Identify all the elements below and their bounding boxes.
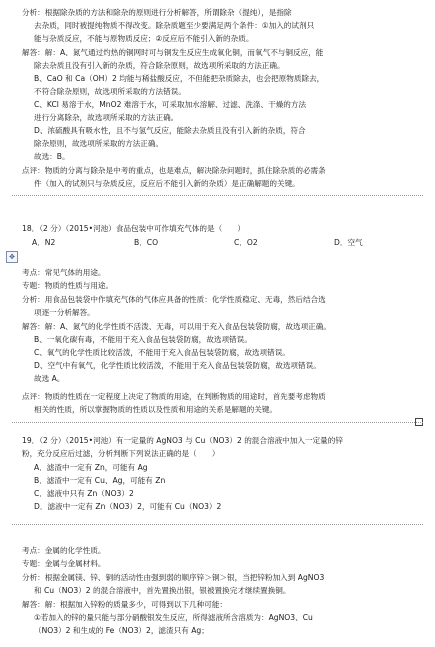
q17-solution-line: B、CaO 和 Ca（OH）2 均能与稀盐酸反应，不但能把杂质除去，也会把原物质除去， (34, 74, 325, 83)
q19-stem-line: 粉，充分反应后过滤，分析判断下列说法正确的是（ ） (22, 449, 220, 458)
q17-solution-line: 故选：B。 (34, 152, 70, 161)
q18-option-c: C．O2 (234, 238, 258, 247)
q18-kaodian: 考点：常见气体的用途。 (22, 268, 106, 277)
q18-zhuanti: 专题：物质的性质与用途。 (22, 281, 114, 290)
q18-options (22, 236, 423, 249)
section-divider (12, 195, 423, 196)
section-divider (12, 422, 423, 423)
q19-option-c: C．滤液中只有 Zn（NO3）2 (34, 489, 134, 498)
q17-comment-line: 点评：物质的分离与除杂是中考的重点，也是难点，解决除杂问题时，抓住除杂质的必需条 (22, 166, 326, 175)
section-divider (12, 524, 423, 525)
q18-analysis-line: 分析：用食品包装袋中作填充气体的气体应具备的性质：化学性质稳定、无毒，然后结合选 (22, 295, 326, 304)
q18-solution-line: C、氧气的化学性质比较活泼，不能用于充入食品包装袋防腐，故选项错误。 (34, 348, 290, 357)
q17-analysis-line: 分析：根据除杂质的方法和除杂的原则进行分析解答，所谓除杂（提纯），是指除 (22, 8, 292, 17)
q17-solution-line: C、KCl 易溶于水，MnO2 难溶于水，可采取加水溶解、过滤、洗涤、干燥的方法 (34, 100, 307, 109)
move-anchor-icon[interactable]: ✥ (6, 251, 18, 263)
q18-stem: 18．（2 分）（2015•河池）食品包装中可作填充气体的是（ ） (22, 224, 245, 233)
q19-solution-line: ①若加入的锌的量只能与部分硝酸银发生反应，所得滤液所含溶质为：AgNO3、Cu (34, 613, 313, 622)
q19-option-a: A．滤渣中一定有 Zn，可能有 Ag (34, 463, 148, 472)
q17-solution-line: 不符合除杂原则，故选项所采取的方法错误。 (34, 87, 186, 96)
q18-solution-line: B、一氧化碳有毒，不能用于充入食品包装袋防腐，故选项错误。 (34, 335, 252, 344)
q19-solution-line: 解答：解：根据加入锌粉的质量多少，可得到以下几种可能： (22, 600, 228, 609)
q18-comment-line: 点评：物质的性质在一定程度上决定了物质的用途，在判断物质的用途时，首先要考虑物质 (22, 392, 326, 401)
q18-analysis-line: 项逐一分析解答。 (34, 308, 95, 317)
q19-zhuanti: 专题：金属与金属材料。 (22, 559, 106, 568)
q17-solution-line: 解答：解：A、氮气通过灼热的铜网时可与铜发生反应生成氧化铜，而氧气不与铜反应，能 (22, 48, 324, 57)
q17-solution-line: 除杂原则，故选项所采取的方法正确。 (34, 139, 164, 148)
q18-option-a: A．N2 (32, 238, 56, 247)
q18-comment-line: 相关的性质，所以掌握物质的性质以及性质和用途的关系是解题的关键。 (34, 405, 277, 414)
q17-comment-line: 件（加入的试剂只与杂质反应，反应后不能引入新的杂质）是正确解题的关键。 (34, 179, 300, 188)
q18-solution-line: D、空气中有氧气，化学性质比较活泼，不能用于充入食品包装袋防腐，故选项错误。 (34, 361, 321, 370)
q19-analysis-line: 分析：根据金属镁、锌、铜的活动性由强到弱的顺序锌＞铜＞银，当把锌粉加入到 AgNO3 (22, 573, 325, 582)
q18-option-d: D．空气 (334, 238, 363, 247)
q19-option-b: B．滤渣中一定有 Cu、Ag，可能有 Zn (34, 476, 166, 485)
q17-analysis-line: 能与杂质反应，不能与原物质反应；②反应后不能引入新的杂质。 (34, 34, 254, 43)
q19-kaodian: 考点：金属的化学性质。 (22, 546, 106, 555)
q19-stem-line: 19．（2 分）（2015•河池）有一定量的 AgNO3 与 Cu（NO3）2 的混合溶液中加入一定量的锌 (22, 436, 343, 445)
q18-option-b: B．CO (134, 238, 159, 247)
q19-solution-line: （NO3）2 和生成的 Fe（NO3）2，滤渣只有 Ag； (34, 626, 209, 635)
q18-solution-line: 故选 A。 (34, 374, 65, 383)
q18-solution-line: 解答：解：A、氮气的化学性质不活泼、无毒，可以用于充入食品包装袋防腐，故选项正确。 (22, 322, 331, 331)
q17-analysis-line: 去杂质，同时被提纯物质不得改变。除杂质题至少要满足两个条件：①加入的试剂只 (34, 21, 315, 30)
q19-analysis-line: 和 Cu（NO3）2 的混合溶液中，首先置换出银，银被置换完才继续置换铜。 (34, 586, 291, 595)
q17-solution-line: 进行分离除杂，故选项所采取的方法正确。 (34, 113, 179, 122)
q17-solution-line: D、浓硫酸具有吸水性，且不与氢气反应，能除去杂质且没有引入新的杂质，符合 (34, 126, 306, 135)
q19-option-d: D．滤液中一定有 Zn（NO3）2，可能有 Cu（NO3）2 (34, 502, 222, 511)
q17-solution-line: 除去杂质且没有引入新的杂质，符合除杂原则，故选项所采取的方法正确。 (34, 61, 285, 70)
